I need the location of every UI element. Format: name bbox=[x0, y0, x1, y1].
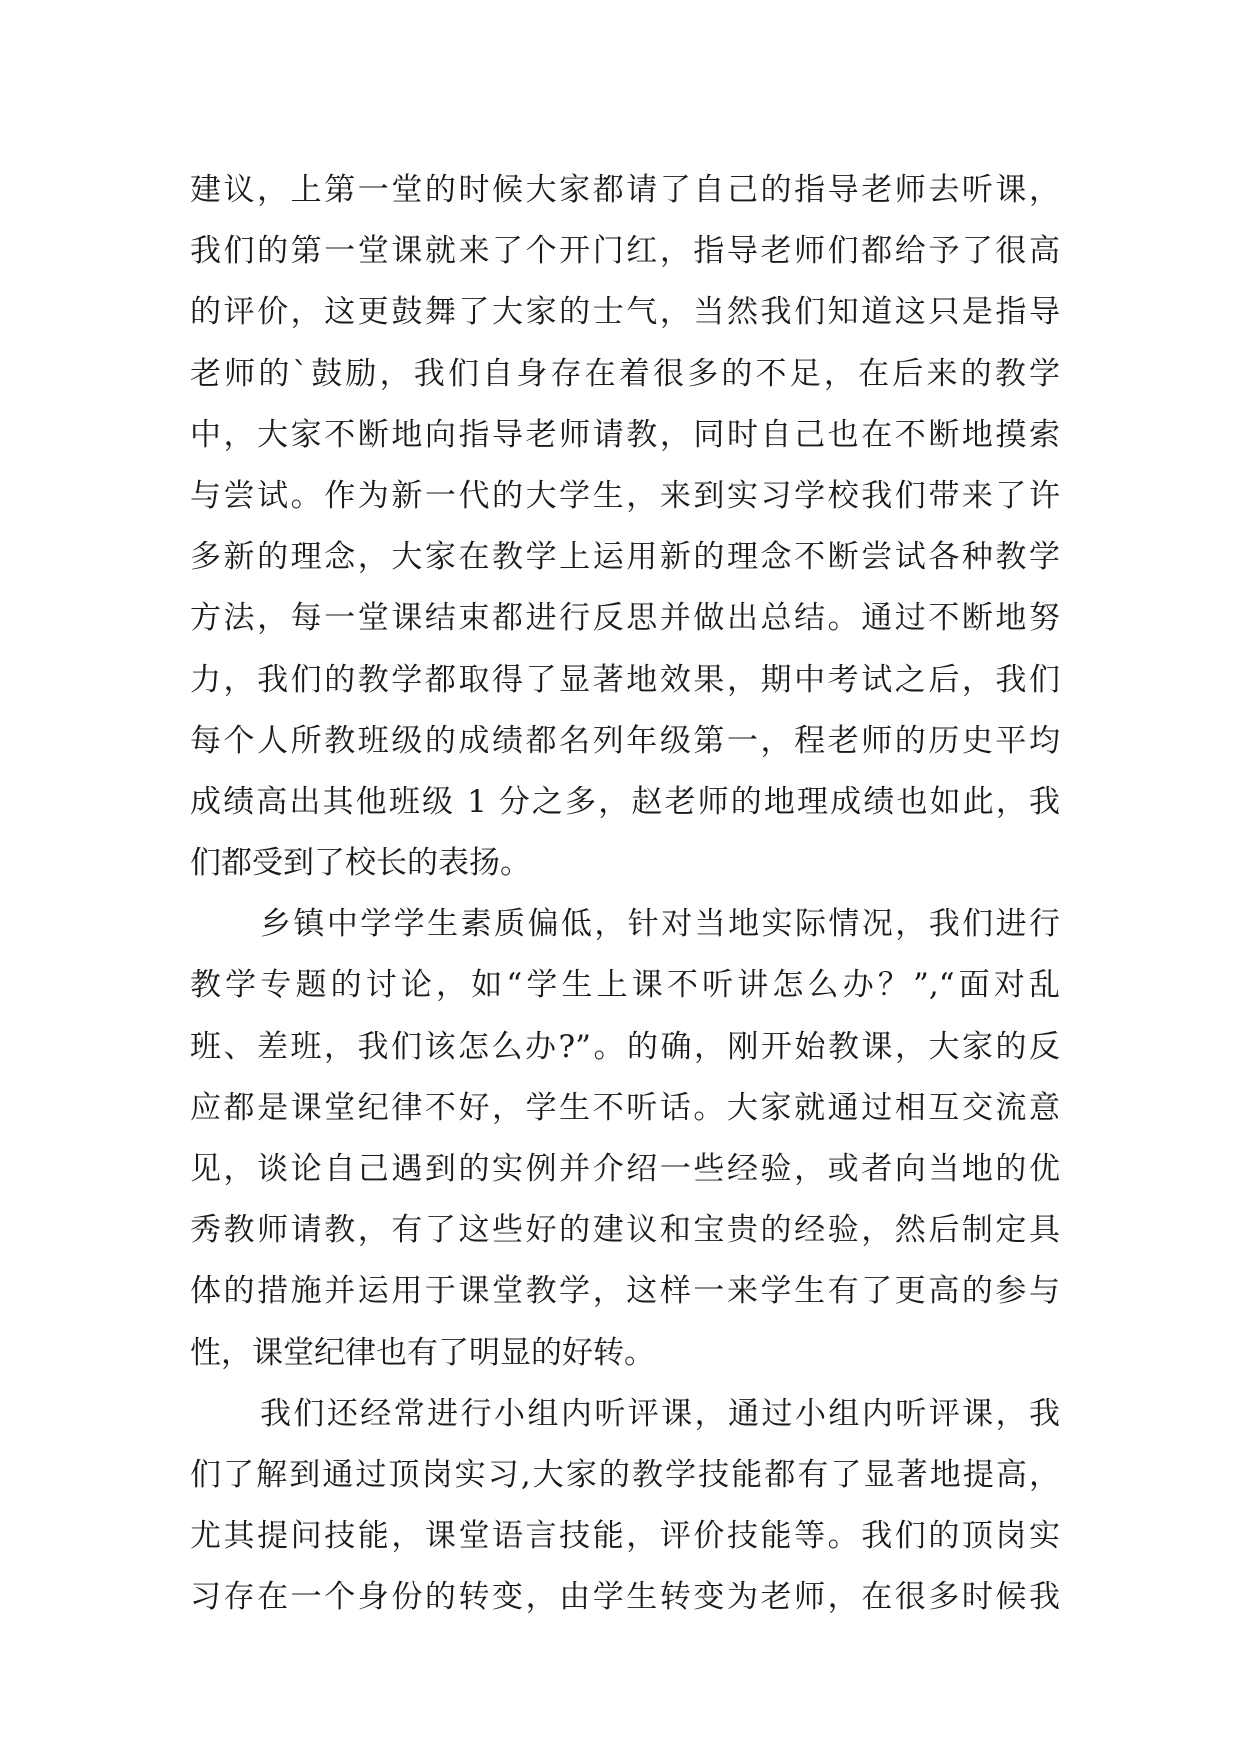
text-line: 方法，每一堂课结束都进行反思并做出总结。通过不断地努 bbox=[190, 600, 1060, 637]
text-line: 每个人所教班级的成绩都名列年级第一，程老师的历史平均 bbox=[190, 722, 1060, 759]
text-line: 多新的理念，大家在教学上运用新的理念不断尝试各种教学 bbox=[190, 539, 1060, 576]
text-line: 的评价，这更鼓舞了大家的士气，当然我们知道这只是指导 bbox=[190, 294, 1060, 331]
text-line: 们都受到了校长的表扬。 bbox=[190, 845, 531, 882]
text-line-paragraph-start: 我们还经常进行小组内听评课，通过小组内听评课，我 bbox=[260, 1395, 1060, 1432]
text-line: 尤其提问技能，课堂语言技能，评价技能等。我们的顶岗实 bbox=[190, 1518, 1060, 1555]
text-line: 秀教师请教，有了这些好的建议和宝贵的经验，然后制定具 bbox=[190, 1212, 1060, 1249]
text-line: 老师的`鼓励，我们自身存在着很多的不足，在后来的教学 bbox=[190, 355, 1060, 392]
text-line: 中，大家不断地向指导老师请教，同时自己也在不断地摸索 bbox=[190, 416, 1060, 453]
text-line: 体的措施并运用于课堂教学，这样一来学生有了更高的参与 bbox=[190, 1273, 1060, 1310]
text-line: 与尝试。作为新一代的大学生，来到实习学校我们带来了许 bbox=[190, 477, 1060, 514]
text-line: 习存在一个身份的转变，由学生转变为老师，在很多时候我 bbox=[190, 1579, 1060, 1616]
text-line: 教学专题的讨论，如“学生上课不听讲怎么办？”,“面对乱 bbox=[190, 967, 1060, 1004]
text-line: 班、差班，我们该怎么办?”。的确，刚开始教课，大家的反 bbox=[190, 1028, 1060, 1065]
text-line: 见，谈论自己遇到的实例并介绍一些经验，或者向当地的优 bbox=[190, 1151, 1060, 1187]
text-line-paragraph-start: 乡镇中学学生素质偏低，针对当地实际情况，我们进行 bbox=[260, 906, 1060, 943]
text-line: 建议，上第一堂的时候大家都请了自己的指导老师去听课， bbox=[190, 172, 1060, 208]
body-text bbox=[190, 160, 1060, 1629]
text-line: 力，我们的教学都取得了显著地效果，期中考试之后，我们 bbox=[190, 661, 1060, 698]
text-line: 们了解到通过顶岗实习,大家的教学技能都有了显著地提高， bbox=[190, 1456, 1060, 1493]
text-line: 性，课堂纪律也有了明显的好转。 bbox=[190, 1334, 655, 1371]
text-line: 我们的第一堂课就来了个开门红，指导老师们都给予了很高 bbox=[190, 233, 1060, 270]
text-line: 成绩高出其他班级 1 分之多，赵老师的地理成绩也如此，我 bbox=[190, 783, 1060, 820]
text-line: 应都是课堂纪律不好，学生不听话。大家就通过相互交流意 bbox=[190, 1089, 1060, 1126]
